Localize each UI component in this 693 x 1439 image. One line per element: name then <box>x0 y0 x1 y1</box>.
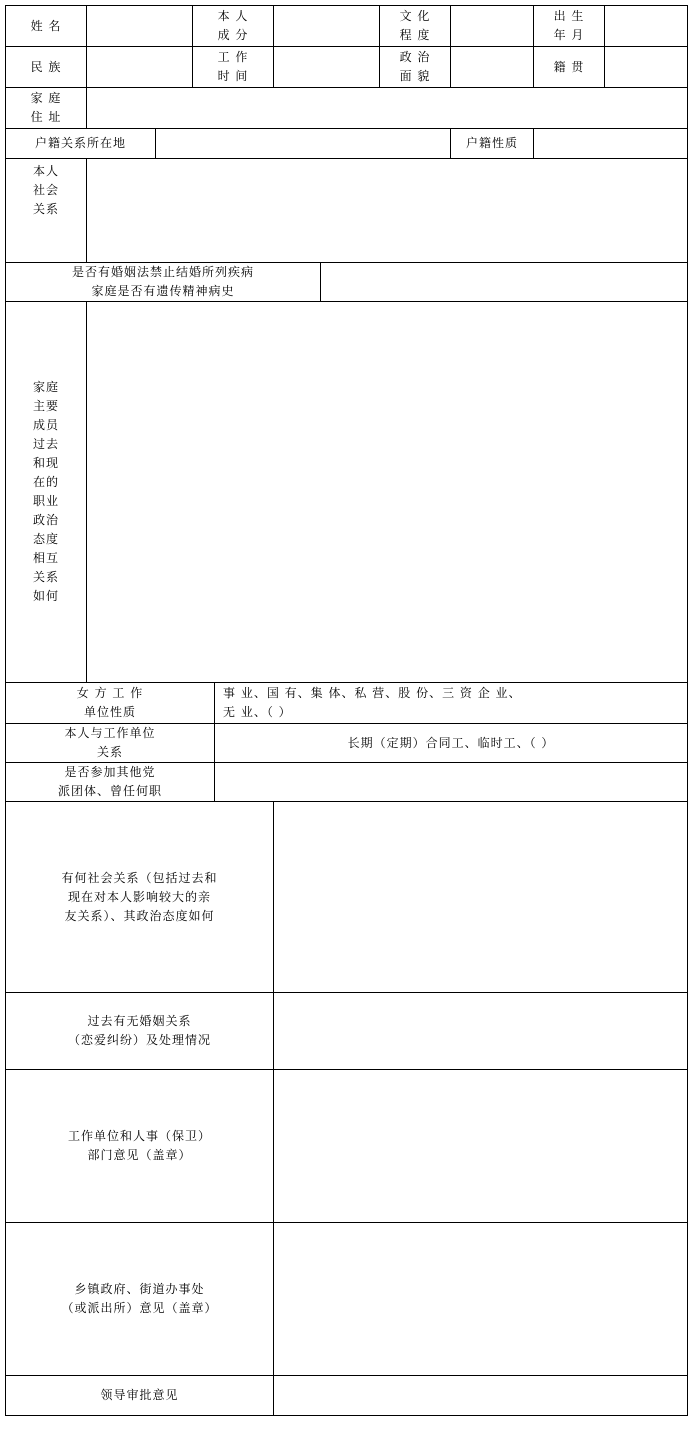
work-unit-opinion-label: 工作单位和人事（保卫） 部门意见（盖章） <box>67 1129 211 1162</box>
name-label: 姓 名 <box>30 18 62 33</box>
home-address-field[interactable] <box>87 88 687 128</box>
political-status-label: 政 治 面 貌 <box>399 50 431 83</box>
home-address-label: 家 庭 住 址 <box>30 91 62 124</box>
birth-field[interactable] <box>605 6 687 46</box>
birth-label: 出 生 年 月 <box>553 9 585 42</box>
disease-history-label: 是否有婚姻法禁止结婚所列疾病 家庭是否有遗传精神病史 <box>71 265 254 298</box>
female-unit-options[interactable]: 事 业、国 有、集 体、私 营、股 份、三 资 企 业、 无 业、（ ） <box>223 686 522 719</box>
work-unit-opinion-field[interactable] <box>274 1070 687 1222</box>
social-relations-detail-field[interactable] <box>274 802 687 992</box>
family-members-field[interactable] <box>87 302 687 682</box>
leader-approval-field[interactable] <box>274 1376 687 1415</box>
hukou-type-label: 户籍性质 <box>465 136 518 150</box>
employment-relation-options[interactable]: 长期（定期）合同工、临时工、（ ） <box>347 735 555 750</box>
origin-label: 本 人 成 分 <box>217 9 249 42</box>
ethnicity-label: 民 族 <box>30 59 62 74</box>
leader-approval-label: 领导审批意见 <box>100 1388 179 1402</box>
name-field[interactable] <box>87 6 192 46</box>
work-time-label: 工 作 时 间 <box>217 50 249 83</box>
family-members-label: 家庭 主要 成员 过去 和现 在的 职业 政治 态度 相互 关系 如何 <box>32 380 59 603</box>
female-unit-label: 女 方 工 作 单位性质 <box>76 686 144 719</box>
native-place-field[interactable] <box>605 47 687 87</box>
past-marriage-label: 过去有无婚姻关系 （恋爱纠纷）及处理情况 <box>67 1014 211 1047</box>
employment-relation-label: 本人与工作单位 关系 <box>64 726 156 759</box>
social-relations-detail-label: 有何社会关系（包括过去和 现在对本人影响较大的亲 友关系）、其政治态度如何 <box>61 870 218 923</box>
party-membership-label: 是否参加其他党 派团体、曾任何职 <box>57 765 162 798</box>
social-relations-label: 本人 社会 关系 <box>32 163 59 216</box>
disease-history-field[interactable] <box>321 263 687 301</box>
origin-field[interactable] <box>274 6 379 46</box>
political-status-field[interactable] <box>451 47 533 87</box>
social-relations-field[interactable] <box>87 159 687 262</box>
party-membership-field[interactable] <box>215 763 687 801</box>
hukou-type-field[interactable] <box>534 129 687 158</box>
hukou-location-label: 户籍关系所在地 <box>34 136 126 150</box>
native-place-label: 籍 贯 <box>553 59 585 74</box>
ethnicity-field[interactable] <box>87 47 192 87</box>
township-opinion-field[interactable] <box>274 1223 687 1375</box>
township-opinion-label: 乡镇政府、街道办事处 （或派出所）意见（盖章） <box>61 1282 218 1315</box>
hukou-location-field[interactable] <box>156 129 450 158</box>
past-marriage-field[interactable] <box>274 993 687 1069</box>
education-field[interactable] <box>451 6 533 46</box>
work-time-field[interactable] <box>274 47 379 87</box>
education-label: 文 化 程 度 <box>399 9 431 42</box>
